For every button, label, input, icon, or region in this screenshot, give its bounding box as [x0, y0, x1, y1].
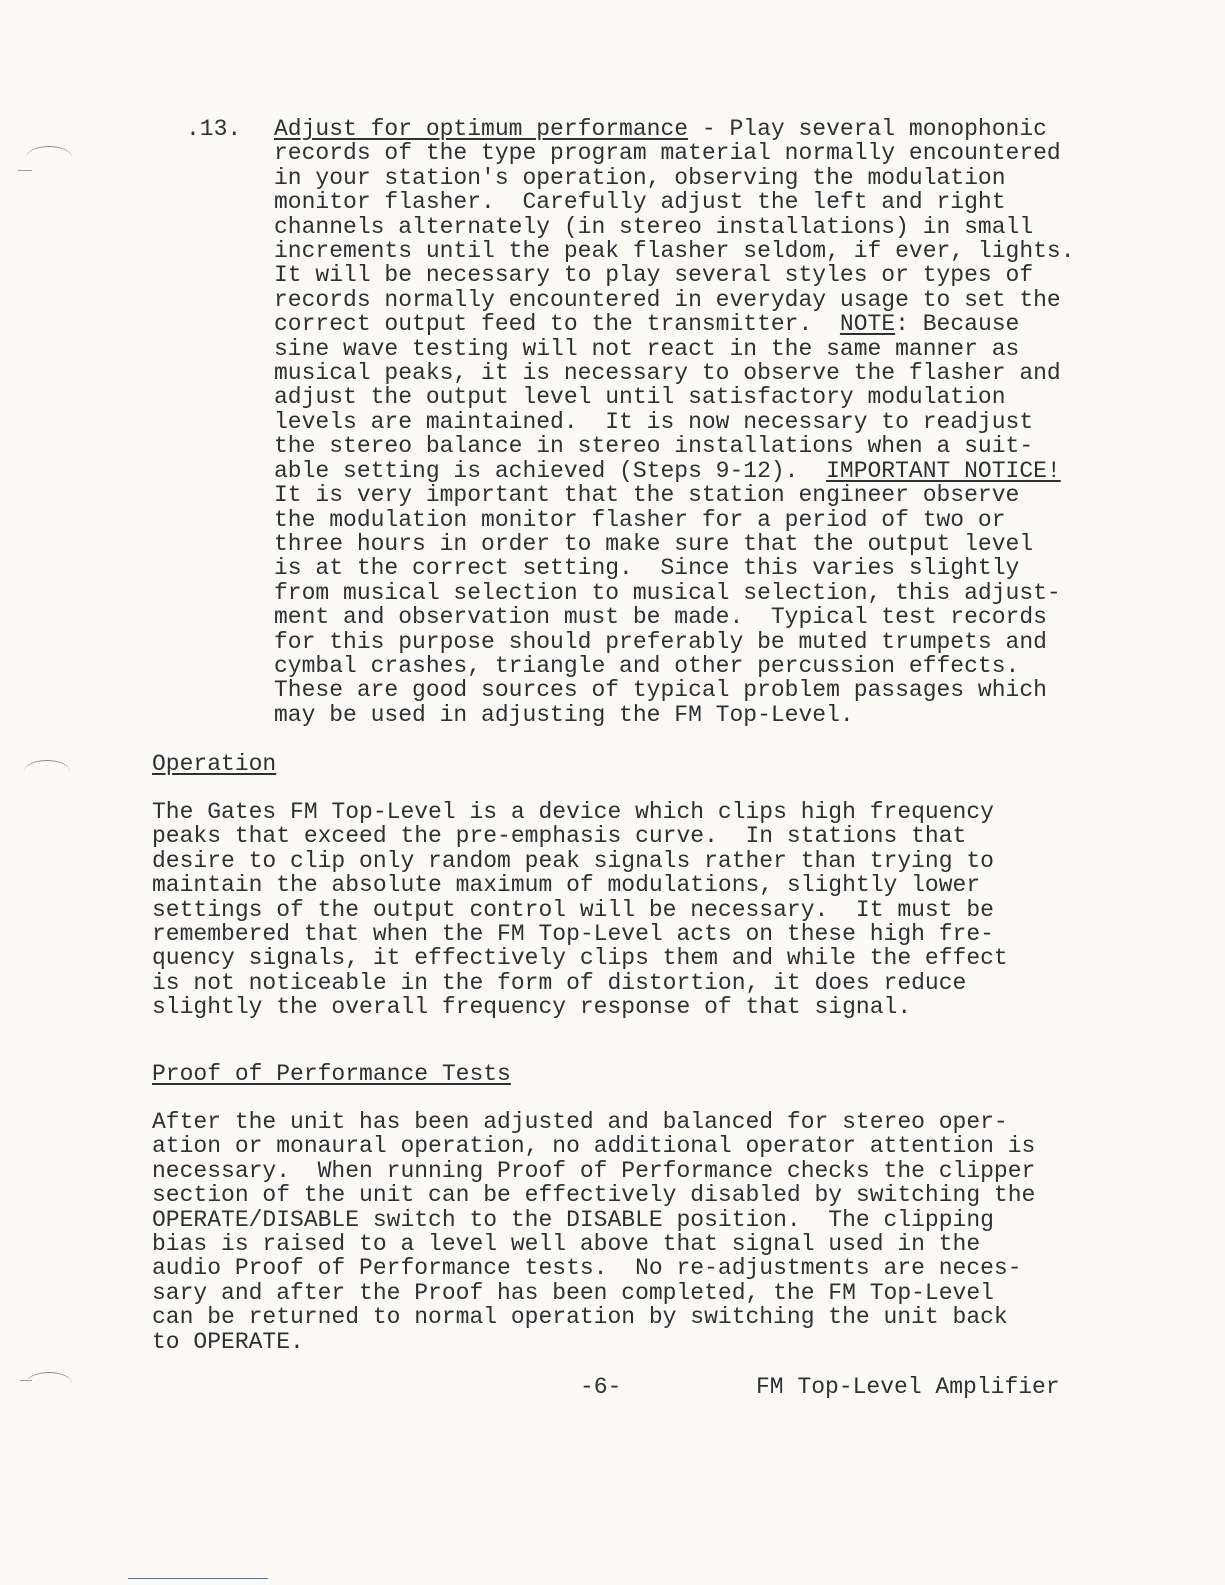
punch-hole-middle — [24, 760, 70, 783]
step-13-text: Adjust for optimum performance - Play several monophonic records of the type program material normally encountered in your station's operation, observing the modulation monitor flasher. Carefully adjust the left and right channels alternately (in stereo installations) in small increments until the peak flasher seldom, if ever, lights. It will be necessary to play several styles or types of records normally encountered in everyday usage to set the correct output feed to the transmitter. NOTE: Because sine wave testing will not react in the same manner as musical peaks, it is necessary to observe the flasher and adjust the output level until satisfactory modulation levels are maintained. It is now necessary to readjust the stereo balance in stereo installations when a suit- able setting is achieved (Steps 9-12). IMPORTANT NOTICE! It is very important that the station engineer observe the modulation monitor flasher for a period of two or three hours in order to make sure that the output level is at the correct setting. Since this varies slightly from musical selection to musical selection, this adjust- ment and observation must be made. Typical test records for this purpose should preferably be muted trumpets and cymbal crashes, triangle and other percussion effects. These are good sources of typical problem passages which may be used in adjusting the FM Top-Level. — [274, 116, 1075, 728]
punch-hole-bottom — [26, 1372, 72, 1395]
page-number: -6- — [580, 1374, 622, 1400]
proof-paragraph: After the unit has been adjusted and balanced for stereo oper- ation or monaural operation, no additional operator attention is necessary. When running Proof of Performance checks the clipper section of the unit can be effectively disabled by switching the OPERATE/DISABLE switch to the DISABLE position. The clipping bias is raised to a level well above that signal used in the audio Proof of Performance tests. No re-adjustments are neces- sary and after the Proof has been completed, the FM Top-Level can be returned to normal operation by switching the unit back to OPERATE. — [152, 1109, 1036, 1355]
punch-tick-bottom — [20, 1380, 32, 1381]
step-number: .13. — [186, 116, 242, 142]
note-label: NOTE — [839, 311, 896, 338]
proof-heading: Proof of Performance Tests — [152, 1061, 511, 1087]
bottom-edge-line — [128, 1578, 268, 1579]
footer-title: FM Top-Level Amplifier — [756, 1374, 1060, 1400]
punch-hole-top — [26, 146, 72, 169]
punch-tick-top — [18, 170, 32, 171]
operation-paragraph: The Gates FM Top-Level is a device which clips high frequency peaks that exceed the pre-emphasis curve. In stations that desire to clip only random peak signals rather than trying to maintain the absolute maximum of modulations, slightly lower settings of the output control will be necessary. It must be remembered that when the FM Top-Level acts on these high fre- quency signals, it effectively clips them and while the effect is not noticeable in the form of distortion, it does reduce slightly the overall frequency response of that signal. — [152, 799, 1008, 1021]
step-title: Adjust for optimum performance — [274, 116, 689, 142]
important-notice-label: IMPORTANT NOTICE! — [826, 457, 1061, 484]
operation-heading: Operation — [152, 751, 277, 777]
